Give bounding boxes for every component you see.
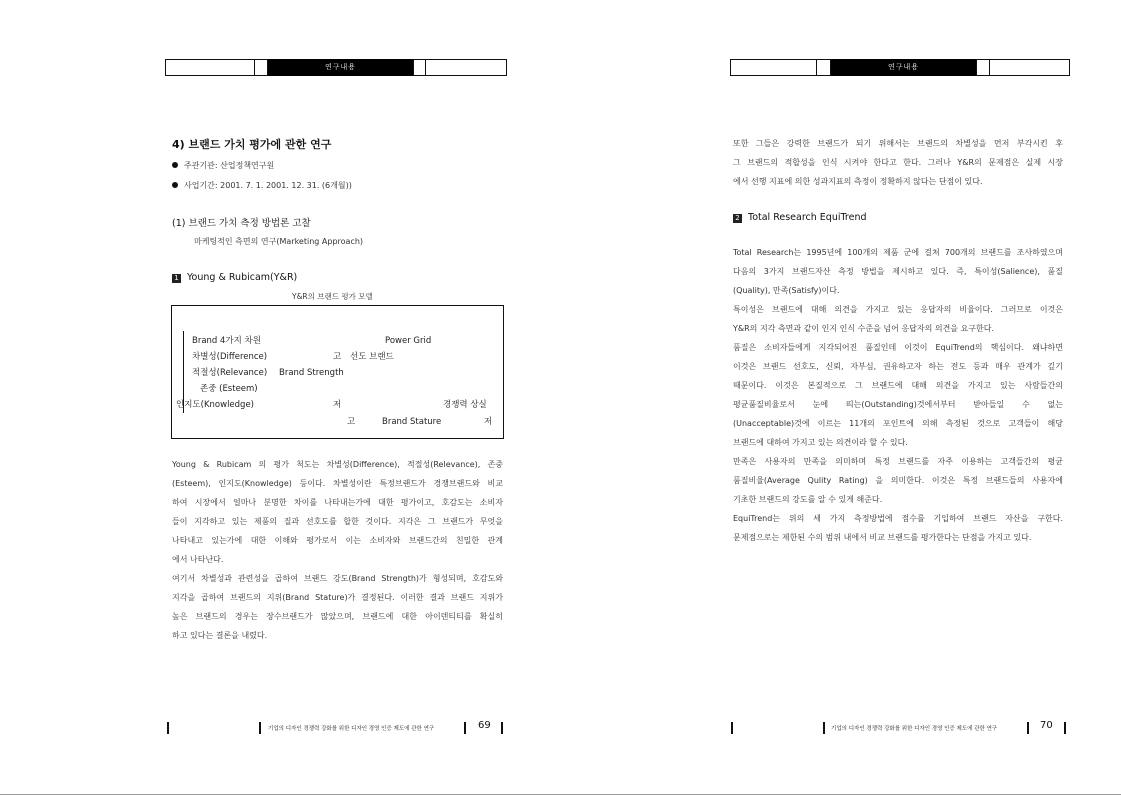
item-title-text: Young & Rubicam(Y&R) xyxy=(187,272,298,283)
body-line: Total Research는 1995년에 100개의 제품 군에 걸쳐 700개의 브랜드를 조사하였으며 xyxy=(733,248,1063,257)
item-title-text: Total Research EquiTrend xyxy=(748,212,867,223)
footer-title: 기업의 디자인 경쟁력 강화를 위한 디자인 경영 인증 제도에 관한 연구 xyxy=(268,726,435,732)
header-segment xyxy=(255,60,268,75)
body-line: (Unacceptable)것에 이르는 11개의 포인트에 의해 측정된 것으로 고객들이 해당 xyxy=(733,419,1063,428)
item-number-badge: 1 xyxy=(172,274,181,283)
body-line: 브랜드에 대하여 가지고 있는 의견이라 할 수 있다. xyxy=(733,438,908,447)
page-number: 69 xyxy=(478,720,491,731)
footer-title: 기업의 디자인 경쟁력 강화를 위한 디자인 경영 인증 제도에 관한 연구 xyxy=(831,726,998,732)
left-page xyxy=(0,0,560,797)
footer-rule xyxy=(464,722,466,734)
body-line: 하고 있다는 결론을 내렸다. xyxy=(172,631,268,640)
body-line: (Quality), 만족(Satisfy)이다. xyxy=(733,286,840,295)
body-line: 에서 나타난다. xyxy=(172,555,224,564)
body-line: 이것은 브랜드 선호도, 신뢰, 자부심, 권유하고자 하는 전도 등과 매우 관계가 깊기 xyxy=(733,362,1063,371)
item-number-badge: 2 xyxy=(733,214,742,223)
body-line: 하여 시장에서 얼마나 분명한 차이를 나타내는가에 대한 평가이고, 호감도는 소비자 xyxy=(172,498,503,507)
body-line: 품질비율(Average Qulity Rating) 을 의미한다. 이것은 특정 브랜드들의 사용자에 xyxy=(733,476,1063,485)
bullet-icon xyxy=(172,162,178,168)
bullet-text: 주관기관: 산업정책연구원 xyxy=(184,161,275,170)
model-brand-stature: Brand Stature xyxy=(382,417,442,427)
footer-rule xyxy=(823,722,825,734)
model-knowledge: 인지도(Knowledge) xyxy=(176,400,254,410)
model-relevance: 적절성(Relevance) xyxy=(192,368,268,378)
body-line: 지각을 곱하여 브랜드의 지위(Brand Stature)가 결정된다. 이러한 결과 브랜드 지위가 xyxy=(172,593,503,602)
footer-rule xyxy=(1027,722,1029,734)
body-line: 다음의 3가지 브랜드자산 측정 방법을 제시하고 있다. 즉, 특이성(Salience), 품질 xyxy=(733,267,1063,276)
model-leading-brand: 선도 브랜드 xyxy=(350,352,394,362)
item-title xyxy=(733,212,867,223)
bullet-icon xyxy=(172,182,178,188)
body-line: 그 브랜드의 적합성을 인식 시켜야 한다고 한다. 그러나 Y&R의 문제점은 실제 시장 xyxy=(733,158,1063,167)
body-line: Young & Rubicam 의 평가 척도는 차별성(Difference), 적절성(Relevance), 존중 xyxy=(172,460,503,469)
header-segment xyxy=(817,60,831,75)
body-line: 평균품질비율로서 눈에 띄는(Outstanding)것에서부터 받아들일 수 없는 xyxy=(733,400,1063,409)
header-segment xyxy=(413,60,426,75)
body-line: 에서 선행 지표에 의한 성과지표의 측정이 정확하지 않다는 단점이 있다. xyxy=(733,177,983,186)
model-brand-strength: Brand Strength xyxy=(279,368,344,378)
body-line: 품질은 소비자들에게 지각되어진 품질인데 이것이 EquiTrend의 핵심이다. 왜냐하면 xyxy=(733,343,1063,352)
header-bar xyxy=(730,59,1070,76)
right-page xyxy=(561,0,1121,797)
header-segment xyxy=(731,60,817,75)
header-section-label: 연구내용 xyxy=(831,59,976,76)
footer-rule xyxy=(731,722,733,734)
subsection-heading: (1) 브랜드 가치 측정 방법론 고찰 xyxy=(172,218,311,229)
header-segment xyxy=(976,60,990,75)
bullet-item xyxy=(172,160,274,171)
body-paragraph xyxy=(172,455,503,645)
body-line: Y&R의 지각 측면과 같이 인지 인식 수준을 넘어 응답자의 의견을 요구한다. xyxy=(733,324,995,333)
header-segment xyxy=(166,60,255,75)
body-line: 높은 브랜드의 경우는 장수브랜드가 많았으며, 브랜드에 대한 아이덴티티를 확실히 xyxy=(172,612,503,621)
item-title xyxy=(172,272,297,283)
model-low-label: 저 xyxy=(333,400,342,410)
page-number: 70 xyxy=(1040,720,1053,731)
body-line: 만족은 사용자의 만족을 의미하며 특정 브랜드를 자주 이용하는 고객들간의 평균 xyxy=(733,457,1063,466)
footer-rule xyxy=(167,722,169,734)
body-line: 문제점으로는 제한된 수의 범위 내에서 비교 브랜드를 평가한다는 단점을 가지고 있다. xyxy=(733,533,1032,542)
header-section-label: 연구내용 xyxy=(268,59,413,76)
body-line: 여기서 차별성과 관련성을 곱하여 브랜드 강도(Brand Strength)가 형성되며, 호감도와 xyxy=(172,574,503,583)
body-line: (Esteem), 인지도(Knowledge) 등이다. 차별성이란 특정브랜드가 경쟁브랜드와 비교 xyxy=(172,479,503,488)
intro-paragraph xyxy=(733,134,1063,191)
yr-model-table xyxy=(171,305,504,439)
footer-rule xyxy=(259,722,261,734)
body-line: 나타내고 있는가에 대한 이해와 평가로서 이는 소비자와 브랜드간의 친밀한 관계 xyxy=(172,536,503,545)
model-high-label: 고 xyxy=(347,417,356,427)
scan-edge-line xyxy=(0,794,1121,795)
body-paragraph xyxy=(733,243,1063,547)
model-power-grid: Power Grid xyxy=(385,336,432,346)
body-line: EquiTrend는 위의 세 가지 측정방법에 점수를 기입하여 브랜드 자산을 구한다. xyxy=(733,514,1063,523)
footer-rule xyxy=(501,722,503,734)
model-competitive-loss: 경쟁력 상실 xyxy=(443,400,487,410)
model-caption: Y&R의 브랜드 평가 모델 xyxy=(292,292,373,301)
model-col-header: Brand 4가지 차원 xyxy=(192,336,261,346)
model-high-label: 고 xyxy=(333,352,342,362)
approach-label: 마케팅적인 측면의 연구(Marketing Approach) xyxy=(194,237,364,246)
body-line: 들이 지각하고 있는 제품의 질과 선호도를 합한 것이다. 지각은 그 브랜드가 무엇을 xyxy=(172,517,503,526)
model-differentiation: 차별성(Difference) xyxy=(192,352,268,362)
model-esteem: 존중 (Esteem) xyxy=(200,384,258,394)
model-low-label: 저 xyxy=(484,417,493,427)
section-heading: 4) 브랜드 가치 평가에 관한 연구 xyxy=(172,138,332,151)
header-bar xyxy=(165,59,507,76)
bullet-item xyxy=(172,180,352,191)
body-line: 때문이다. 이것은 본질적으로 그 브랜드에 대해 의견을 가지고 있는 사람들간의 xyxy=(733,381,1063,390)
body-line: 기초한 브랜드의 강도를 알 수 있게 해준다. xyxy=(733,495,883,504)
bullet-text: 사업기간: 2001. 7. 1. 2001. 12. 31. (6개월)) xyxy=(184,181,352,190)
footer-rule xyxy=(1064,722,1066,734)
body-line: 또한 그들은 강력한 브랜드가 되기 위해서는 브랜드의 차별성을 먼저 부각시킨 후 xyxy=(733,139,1063,148)
body-line: 특이성은 브랜드에 대해 의견을 가지고 있는 응답자의 비율이다. 그러므로 이것은 xyxy=(733,305,1063,314)
